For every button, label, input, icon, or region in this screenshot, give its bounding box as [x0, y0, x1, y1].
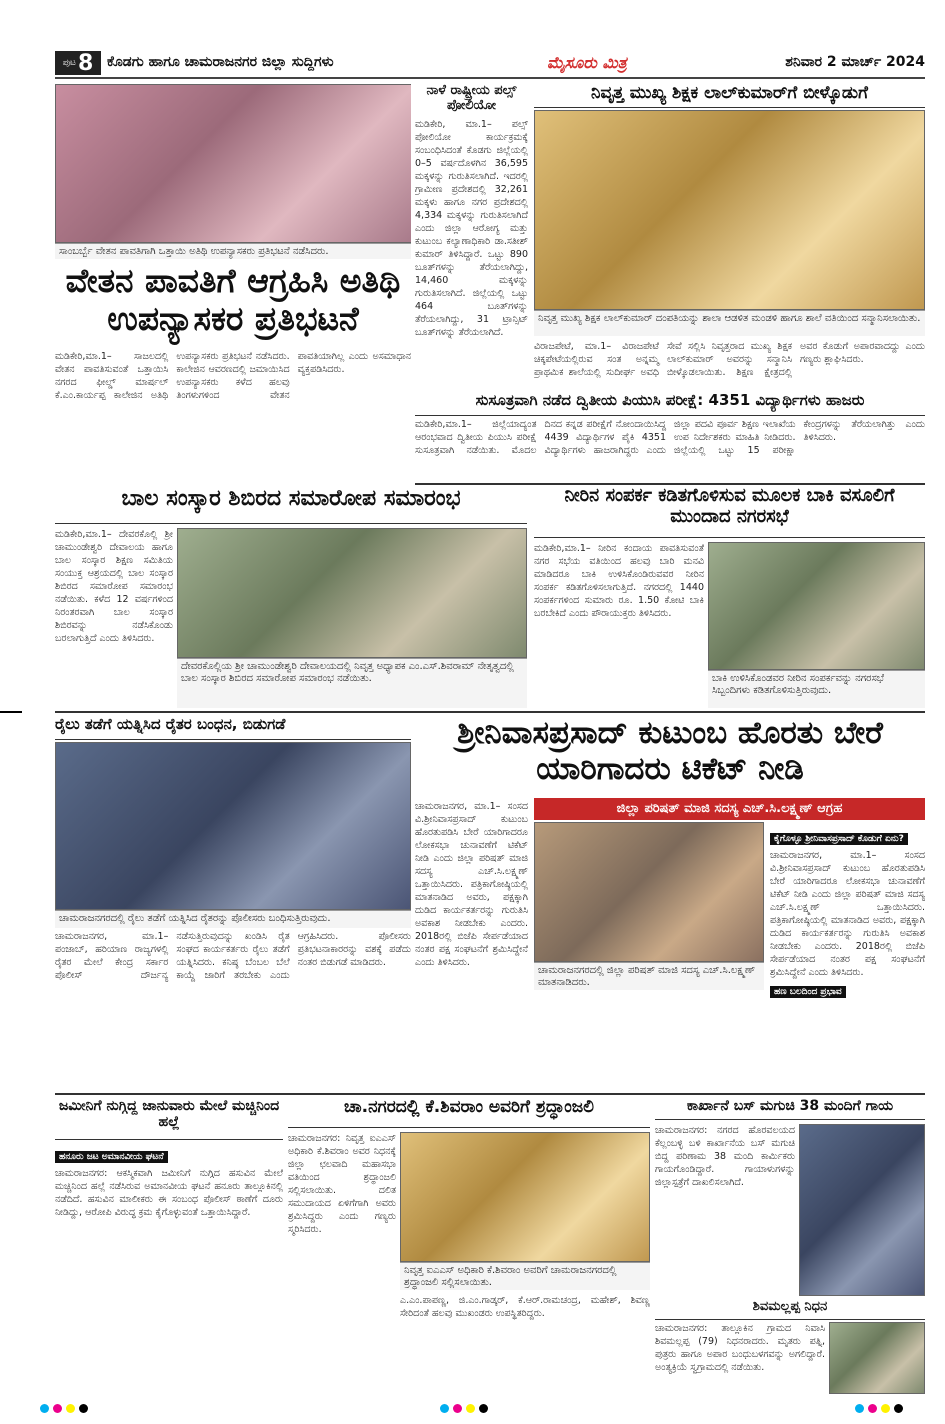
animal-article [55, 1144, 283, 1394]
bus-headline: ಕಾರ್ಖಾನೆ ಬಸ್ ಮಗುಚಿ 38 ಮಂದಿಗೆ ಗಾಯ [655, 1098, 925, 1120]
farmers-photo [55, 742, 411, 910]
teachers-protest-caption: ಸಾಂಬರ್ಬ್ಬೆ ವೇತನ ಪಾವತಿಗಾಗಿ ಒತ್ತಾಯಿ ಅತಿಥಿ ಉಪನ್ಯಾಸಕರು ಪ್ರತಿಭಟನೆ ನಡೆಸಿದರು. [55, 243, 411, 259]
puc-exam-body: ಮಡಿಕೇರಿ,ಮಾ.1– ಜಿಲ್ಲೆಯಾದ್ಯಂತ ಆರಂಭವಾದ ದ್ವಿತೀಯ ಪಿಯುಸಿ ಪರೀಕ್ಷೆ ಸುಸೂತ್ರವಾಗಿ ನಡೆಯಿತು. ಮೊದಲ ದಿನದ ಕನ್ನಡ ಪರೀಕ್ಷೆಗೆ ನೋಂದಾಯಿಸಿದ್ದ 4439 ವಿದ್ಯಾರ್ಥಿಗಳ ಪೈಕಿ 4351 ವಿದ್ಯಾರ್ಥಿಗಳು ಹಾಜರಾಗಿದ್ದರು ಎಂದು ಜಿಲ್ಲಾ ಪದವಿ ಪೂರ್ವ ಶಿಕ್ಷಣ ಇಲಾಖೆಯ ಉಪ ನಿರ್ದೇಶಕರು ಮಾಹಿತಿ ನೀಡಿದರು. ಜಿಲ್ಲೆಯಲ್ಲಿ ಒಟ್ಟು 15 ಪರೀಕ್ಷಾ ಕೇಂದ್ರಗಳನ್ನು ತೆರೆಯಲಾಗಿತ್ತು ಎಂದು ತಿಳಿಸಿದರು. [415, 419, 925, 456]
magenta-dot [53, 1404, 62, 1413]
ticket-photo [534, 822, 764, 962]
animal-body: ಚಾಮರಾಜನಗರ: ಆಕಸ್ಮಿಕವಾಗಿ ಜಮೀನಿಗೆ ನುಗ್ಗಿದ ಹಸುವಿನ ಮೇಲೆ ಮಚ್ಚಿನಿಂದ ಹಲ್ಲೆ ನಡೆಸಿರುವ ಅಮಾನವೀಯ ಘಟನೆ ಹನೂರು ತಾಲ್ಲೂಕಿನಲ್ಲಿ ನಡೆದಿದೆ. ಹಸುವಿನ ಮಾಲೀಕರು ಈ ಸಂಬಂಧ ಪೊಲೀಸ್ ಠಾಣೆಗೆ ದೂರು ನೀಡಿದ್ದು, ಆರೋಪಿ ವಿರುದ್ಧ ಕ್ರಮ ಕೈಗೊಳ್ಳುವಂತೆ ಒತ್ತಾಯಿಸಿದ್ದಾರೆ. [55, 1168, 283, 1218]
polio-headline: ನಾಳೆ ರಾಷ್ಟ್ರೀಯ ಪಲ್ಸ್ ಪೋಲಿಯೋ [426, 84, 517, 113]
issue-date: ಶನಿವಾರ 2 ಮಾರ್ಚ್ 2024 [785, 54, 925, 70]
cyan-dot [40, 1404, 49, 1413]
page-label: ಪುಟ [62, 58, 76, 68]
animal-headline: ಜಮೀನಿಗೆ ನುಗ್ಗಿದ್ದ ಜಾನುವಾರು ಮೇಲೆ ಮಚ್ಚಿನಿಂದ ಹಲ್ಲೆ [55, 1098, 283, 1140]
masthead: ಮೈಸೂರು ಮಿತ್ರ [547, 53, 627, 72]
ticket-side-body: ಚಾಮರಾಜನಗರ, ಮಾ.1– ಸಂಸದ ವಿ.ಶ್ರೀನಿವಾಸಪ್ರಸಾದ್ ಕುಟುಂಬ ಹೊರತುಪಡಿಸಿ ಬೇರೆ ಯಾರಿಗಾದರೂ ಲೋಕಸಭಾ ಚುನಾವಣೆಗೆ ಟಿಕೆಟ್ ನೀಡಿ ಎಂದು ಜಿಲ್ಲಾ ಪರಿಷತ್ ಮಾಜಿ ಸದಸ್ಯ ಎಚ್.ಸಿ.ಲಕ್ಷ್ಮಣ್ ಒತ್ತಾಯಿಸಿದರು. ಪತ್ರಿಕಾಗೋಷ್ಠಿಯಲ್ಲಿ ಮಾತನಾಡಿದ ಅವರು, ಪಕ್ಷಕ್ಕಾಗಿ ದುಡಿದ ಕಾರ್ಯಕರ್ತರನ್ನು ಗುರುತಿಸಿ ಅವಕಾಶ ನೀಡಬೇಕು ಎಂದರು. 2018ರಲ್ಲಿ ಬಿಜೆಪಿ ಸೇರ್ಪಡೆಯಾದ ನಂತರ ಪಕ್ಷ ಸಂಘಟನೆಗೆ ಶ್ರಮಿಸಿದ್ದೇನೆ ಎಂದು ತಿಳಿಸಿದರು. [770, 850, 925, 978]
cyan-dot [440, 1404, 449, 1413]
yellow-dot [881, 1404, 890, 1413]
bus-body: ಚಾಮರಾಜನಗರ: ನಗರದ ಹೊರವಲಯದ ಕೆಲ್ಲಂಬಳ್ಳಿ ಬಳಿ ಕಾರ್ಖಾನೆಯ ಬಸ್ ಮಗುಚಿ ಬಿದ್ದ ಪರಿಣಾಮ 38 ಮಂದಿ ಕಾರ್ಮಿಕರು ಗಾಯಗೊಂಡಿದ್ದಾರೆ. ಗಾಯಾಳುಗಳನ್ನು ಜಿಲ್ಲಾಸ್ಪತ್ರೆಗೆ ದಾಖಲಿಸಲಾಗಿದೆ. [655, 1125, 795, 1188]
page-header [55, 49, 925, 79]
fold-mark [0, 711, 22, 713]
camp-body: ಮಡಿಕೇರಿ,ಮಾ.1– ದೇವರಕೊಲ್ಲಿ ಶ್ರೀ ಚಾಮುಂಡೇಶ್ವರಿ ದೇವಾಲಯ ಹಾಗೂ ಬಾಲ ಸಂಸ್ಕಾರ ಶಿಕ್ಷಣ ಸಮಿತಿಯ ಸಂಯುಕ್ತ ಆಶ್ರಯದಲ್ಲಿ ಬಾಲ ಸಂಸ್ಕಾರ ಶಿಬಿರದ ಸಮಾರೋಪ ಸಮಾರಂಭ ನಡೆಯಿತು. ಕಳೆದ 12 ವರ್ಷಗಳಿಂದ ನಿರಂತರವಾಗಿ ಬಾಲ ಸಂಸ್ಕಾರ ಶಿಬಿರವನ್ನು ನಡೆಸಿಕೊಂಡು ಬರಲಾಗುತ್ತಿದೆ ಎಂದು ತಿಳಿಸಿದರು. [55, 529, 173, 644]
teachers-protest-body: ಮಡಿಕೇರಿ,ಮಾ.1– ಸಾಜಲದಲ್ಲಿ ವೇತನ ಪಾವತಿಸುವಂತೆ ಒತ್ತಾಯಿಸಿ ನಗರದ ಫೀಲ್ಡ್ ಮಾರ್ಷಲ್ ಕೆ.ಎಂ.ಕಾರ್ಯಪ್ಪ ಕಾಲೇಜಿನ ಅತಿಥಿ ಉಪನ್ಯಾಸಕರು ಪ್ರತಿಭಟನೆ ನಡೆಸಿದರು. ಕಾಲೇಜಿನ ಆವರಣದಲ್ಲಿ ಜಮಾಯಿಸಿದ ಉಪನ್ಯಾಸಕರು ಕಳೆದ ಹಲವು ತಿಂಗಳುಗಳಿಂದ ವೇತನ ಪಾವತಿಯಾಗಿಲ್ಲ ಎಂದು ಅಸಮಾಧಾನ ವ್ಯಕ್ತಪಡಿಸಿದರು. [55, 351, 411, 401]
tribute-caption: ನಿವೃತ್ತ ಐಎಎಸ್ ಅಧಿಕಾರಿ ಕೆ.ಶಿವರಾಂ ಅವರಿಗೆ ಚಾಮರಾಜನಗರದಲ್ಲಿ ಶ್ರದ್ಧಾಂಜಲಿ ಸಲ್ಲಿಸಲಾಯಿತು. [400, 1262, 650, 1290]
registration-marks-right [855, 1404, 903, 1413]
ticket-body: ಚಾಮರಾಜನಗರ, ಮಾ.1– ಸಂಸದ ವಿ.ಶ್ರೀನಿವಾಸಪ್ರಸಾದ್ ಕುಟುಂಬ ಹೊರತುಪಡಿಸಿ ಬೇರೆ ಯಾರಿಗಾದರೂ ಲೋಕಸಭಾ ಚುನಾವಣೆಗೆ ಟಿಕೆಟ್ ನೀಡಿ ಎಂದು ಜಿಲ್ಲಾ ಪರಿಷತ್ ಮಾಜಿ ಸದಸ್ಯ ಎಚ್.ಸಿ.ಲಕ್ಷ್ಮಣ್ ಒತ್ತಾಯಿಸಿದರು. ಪತ್ರಿಕಾಗೋಷ್ಠಿಯಲ್ಲಿ ಮಾತನಾಡಿದ ಅವರು, ಪಕ್ಷಕ್ಕಾಗಿ ದುಡಿದ ಕಾರ್ಯಕರ್ತರನ್ನು ಗುರುತಿಸಿ ಅವಕಾಶ ನೀಡಬೇಕು ಎಂದರು. 2018ರಲ್ಲಿ ಬಿಜೆಪಿ ಸೇರ್ಪಡೆಯಾದ ನಂತರ ಪಕ್ಷ ಸಂಘಟನೆಗೆ ಶ್ರಮಿಸಿದ್ದೇನೆ ಎಂದು ತಿಳಿಸಿದರು. [415, 801, 528, 968]
bus-photo [799, 1124, 925, 1296]
ticket-side-column [770, 826, 925, 1090]
retired-teacher-headline: ನಿವೃತ್ತ ಮುಖ್ಯ ಶಿಕ್ಷಕ ಲಾಲ್‌ಕುಮಾರ್‌ಗೆ ಬೀಳ್ಕೊಡುಗೆ [534, 84, 925, 108]
retired-teacher-caption: ನಿವೃತ್ತ ಮುಖ್ಯ ಶಿಕ್ಷಕ ಲಾಲ್‌ಕುಮಾರ್ ದಂಪತಿಯನ್ನು ಶಾಲಾ ಆಡಳಿತ ಮಂಡಳಿ ಹಾಗೂ ಶಾಲೆ ವತಿಯಿಂದ ಸನ್ಮಾನಿಸಲಾಯಿತು. [534, 310, 925, 336]
teachers-protest-headline: ವೇತನ ಪಾವತಿಗೆ ಆಗ್ರಹಿಸಿ ಅತಿಥಿ ಉಪನ್ಯಾಸಕರ ಪ್ರತಿಭಟನೆ [65, 262, 401, 338]
black-dot [894, 1404, 903, 1413]
puc-exam-headline: ಸುಸೂತ್ರವಾಗಿ ನಡೆದ ದ್ವಿತೀಯ ಪಿಯುಸಿ ಪರೀಕ್ಷೆ: 4351 ವಿದ್ಯಾರ್ಥಿಗಳು ಹಾಜರು [415, 392, 925, 416]
obituary-photo [829, 1322, 925, 1394]
tribute-photo [400, 1132, 650, 1262]
black-dot [479, 1404, 488, 1413]
divider [55, 711, 925, 713]
teachers-protest-photo-block [55, 84, 411, 259]
retired-teacher-body: ವಿರಾಜಪೇಟೆ, ಮಾ.1– ವಿರಾಜಪೇಟೆ ಚಿಕ್ಕಪೇಟೆಯಲ್ಲಿರುವ ಸಂತ ಅನ್ನಮ್ಮ ಪ್ರಾಥಮಿಕ ಶಾಲೆಯಲ್ಲಿ ಸುದೀರ್ಘ ಅವಧಿ ಸೇವೆ ಸಲ್ಲಿಸಿ ನಿವೃತ್ತರಾದ ಮುಖ್ಯ ಶಿಕ್ಷಕ ಲಾಲ್‌ಕುಮಾರ್ ಅವರನ್ನು ಸನ್ಮಾನಿಸಿ ಬೀಳ್ಕೊಡಲಾಯಿತು. ಶಿಕ್ಷಣ ಕ್ಷೇತ್ರದಲ್ಲಿ ಅವರ ಕೊಡುಗೆ ಅಪಾರವಾದದ್ದು ಎಂದು ಗಣ್ಯರು ಶ್ಲಾಘಿಸಿದರು. [534, 341, 925, 378]
water-body: ಮಡಿಕೇರಿ,ಮಾ.1– ನೀರಿನ ಕಂದಾಯ ಪಾವತಿಸುವಂತೆ ನಗರ ಸಭೆಯ ವತಿಯಿಂದ ಹಲವು ಬಾರಿ ಮನವಿ ಮಾಡಿದರೂ ಬಾಕಿ ಉಳಿಸಿಕೊಂಡಿರುವವರ ನೀರಿನ ಸಂಪರ್ಕ ಕಡಿತಗೊಳಿಸಲಾಗುತ್ತಿದೆ. ನಗರದಲ್ಲಿ 1440 ಸಂಪರ್ಕಗಳಿಂದ ಸುಮಾರು ರೂ. 1.50 ಕೋಟಿ ಬಾಕಿ ಬರಬೇಕಿದೆ ಎಂದು ಪೌರಾಯುಕ್ತರು ತಿಳಿಸಿದರು. [534, 543, 704, 619]
ticket-subhead-2: ಹಣ ಬಲದಿಂದ ಪ್ರಭಾವ [770, 986, 846, 998]
camp-photo [177, 528, 527, 658]
tribute-body-continued: ಎ.ಎಂ.ಪಾಪಣ್ಣ, ಜಿ.ಎಂ.ಗಾಡ್ಕರ್, ಕೆ.ಆರ್.ರಾಮಚಂದ್ರ, ಮಹೇಶ್, ಶಿವಣ್ಣ ಸೇರಿದಂತೆ ಹಲವು ಮುಖಂಡರು ಉಪಸ್ಥಿತರಿದ್ದರು. [400, 1295, 650, 1319]
yellow-dot [66, 1404, 75, 1413]
retired-teacher-photo [534, 110, 925, 310]
animal-tag: ಹನೂರು ಜಟ ಅಮಾನವೀಯ ಘಟನೆ [55, 1151, 168, 1163]
obituary-headline: ಶಿವಮಲ್ಲಪ್ಪ ನಿಧನ [655, 1300, 925, 1320]
section-title: ಕೊಡಗು ಹಾಗೂ ಚಾಮರಾಜನಗರ ಜಿಲ್ಲಾ ಸುದ್ದಿಗಳು [107, 54, 334, 70]
farmers-caption: ಚಾಮರಾಜನಗರದಲ್ಲಿ ರೈಲು ತಡೆಗೆ ಯತ್ನಿಸಿದ ರೈತರನ್ನು ಪೊಲೀಸರು ಬಂಧಿಸುತ್ತಿರುವುದು. [55, 910, 411, 928]
farmers-headline: ರೈಲು ತಡೆಗೆ ಯತ್ನಿಸಿದ ರೈತರ ಬಂಧನ, ಬಿಡುಗಡೆ [55, 716, 411, 740]
ticket-caption: ಚಾಮರಾಜನಗರದಲ್ಲಿ ಜಿಲ್ಲಾ ಪರಿಷತ್ ಮಾಜಿ ಸದಸ್ಯ ಎಚ್.ಸಿ.ಲಕ್ಷ್ಮಣ್ ಮಾತನಾಡಿದರು. [534, 962, 764, 990]
ticket-banner: ಜಿಲ್ಲಾ ಪರಿಷತ್ ಮಾಜಿ ಸದಸ್ಯ ಎಚ್.ಸಿ.ಲಕ್ಷ್ಮಣ್ ಆಗ್ರಹ [534, 798, 925, 820]
magenta-dot [453, 1404, 462, 1413]
water-caption: ಬಾಕಿ ಉಳಿಸಿಕೊಂಡವರ ನೀರಿನ ಸಂಪರ್ಕವನ್ನು ನಗರಸಭೆ ಸಿಬ್ಬಂದಿಗಳು ಕಡಿತಗೊಳಿಸುತ್ತಿರುವುದು. [708, 670, 925, 708]
tribute-headline: ಚಾ.ನಗರದಲ್ಲಿ ಕೆ.ಶಿವರಾಂ ಅವರಿಗೆ ಶ್ರದ್ಧಾಂಜಲಿ [288, 1098, 650, 1128]
polio-body: ಮಡಿಕೇರಿ, ಮಾ.1– ಪಲ್ಸ್ ಪೋಲಿಯೋ ಕಾರ್ಯಕ್ರಮಕ್ಕೆ ಸಂಬಂಧಿಸಿದಂತೆ ಕೊಡಗು ಜಿಲ್ಲೆಯಲ್ಲಿ 0–5 ವರ್ಷದೊಳಗಿನ 36,595 ಮಕ್ಕಳನ್ನು ಗುರುತಿಸಲಾಗಿದೆ. ಇದರಲ್ಲಿ ಗ್ರಾಮೀಣ ಪ್ರದೇಶದಲ್ಲಿ 32,261 ಮಕ್ಕಳು ಹಾಗೂ ನಗರ ಪ್ರದೇಶದಲ್ಲಿ 4,334 ಮಕ್ಕಳನ್ನು ಗುರುತಿಸಲಾಗಿದೆ ಎಂದು ಜಿಲ್ಲಾ ಆರೋಗ್ಯ ಮತ್ತು ಕುಟುಂಬ ಕಲ್ಯಾಣಾಧಿಕಾರಿ ಡಾ.ಸತೀಶ್ ಕುಮಾರ್ ತಿಳಿಸಿದ್ದಾರೆ. ಒಟ್ಟು 890 ಬೂತ್‌ಗಳನ್ನು ತೆರೆಯಲಾಗಿದ್ದು, 14,460 ಮಕ್ಕಳನ್ನು ಗುರುತಿಸಲಾಗಿದೆ. ಜಿಲ್ಲೆಯಲ್ಲಿ ಒಟ್ಟು 464 ಬೂತ್‌ಗಳನ್ನು ತೆರೆಯಲಾಗಿದ್ದು, 31 ಟ್ರಾನ್ಸಿಟ್ ಬೂತ್‌ಗಳನ್ನು ತೆರೆಯಲಾಗಿದೆ. [415, 118, 528, 338]
water-headline: ನೀರಿನ ಸಂಪರ್ಕ ಕಡಿತಗೊಳಿಸುವ ಮೂಲಕ ಬಾಕಿ ವಸೂಲಿಗೆ ಮುಂದಾದ ನಗರಸಭೆ [534, 486, 925, 538]
farmers-body: ಚಾಮರಾಜನಗರ, ಮಾ.1– ಪಂಜಾಬ್, ಹರಿಯಾಣ ರಾಜ್ಯಗಳಲ್ಲಿ ರೈತರ ಮೇಲೆ ಕೇಂದ್ರ ಸರ್ಕಾರ ಪೊಲೀಸ್ ದೌರ್ಜನ್ಯ ನಡೆಸುತ್ತಿರುವುದನ್ನು ಖಂಡಿಸಿ ರೈತ ಸಂಘದ ಕಾರ್ಯಕರ್ತರು ರೈಲು ತಡೆಗೆ ಯತ್ನಿಸಿದರು. ಕನಿಷ್ಠ ಬೆಂಬಲ ಬೆಲೆ ಕಾಯ್ದೆ ಜಾರಿಗೆ ತರಬೇಕು ಎಂದು ಆಗ್ರಹಿಸಿದರು. ಪೊಲೀಸರು ಪ್ರತಿಭಟನಾಕಾರರನ್ನು ವಶಕ್ಕೆ ಪಡೆದು ನಂತರ ಬಿಡುಗಡೆ ಮಾಡಿದರು. [55, 931, 411, 981]
registration-marks-center [440, 1404, 488, 1413]
obituary-body: ಚಾಮರಾಜನಗರ: ತಾಲ್ಲೂಕಿನ ಗ್ರಾಮದ ನಿವಾಸಿ ಶಿವಮಲ್ಲಪ್ಪ (79) ನಿಧನರಾದರು. ಮೃತರು ಪತ್ನಿ, ಪುತ್ರರು ಹಾಗೂ ಅಪಾರ ಬಂಧುಬಳಗವನ್ನು ಅಗಲಿದ್ದಾರೆ. ಅಂತ್ಯಕ್ರಿಯೆ ಸ್ವಗ್ರಾಮದಲ್ಲಿ ನಡೆಯಿತು. [655, 1323, 825, 1373]
cyan-dot [855, 1404, 864, 1413]
magenta-dot [868, 1404, 877, 1413]
black-dot [79, 1404, 88, 1413]
page-number-box [55, 51, 101, 75]
tribute-body: ಚಾಮರಾಜನಗರ: ನಿವೃತ್ತ ಐಎಎಸ್ ಅಧಿಕಾರಿ ಕೆ.ಶಿವರಾಂ ಅವರ ನಿಧನಕ್ಕೆ ಜಿಲ್ಲಾ ಛಲವಾದಿ ಮಹಾಸಭಾ ವತಿಯಿಂದ ಶ್ರದ್ಧಾಂಜಲಿ ಸಲ್ಲಿಸಲಾಯಿತು. ದಲಿತ ಸಮುದಾಯದ ಏಳಿಗೆಗಾಗಿ ಅವರು ಶ್ರಮಿಸಿದ್ದರು ಎಂದು ಗಣ್ಯರು ಸ್ಮರಿಸಿದರು. [288, 1133, 396, 1235]
registration-marks-left [40, 1404, 88, 1413]
page-number: 8 [77, 50, 94, 76]
yellow-dot [466, 1404, 475, 1413]
ticket-subhead-1: ಕೈಗೊಳ್ಳೂ ಶ್ರೀನಿವಾಸಪ್ರಸಾದ್ ಕೊಡುಗೆ ಏನು? [770, 833, 908, 845]
divider [55, 1093, 925, 1095]
camp-caption: ದೇವರಕೊಲ್ಲಿಯ ಶ್ರೀ ಚಾಮುಂಡೇಶ್ವರಿ ದೇವಾಲಯದಲ್ಲಿ ನಿವೃತ್ತ ಅಧ್ಯಾಪಕ ಎಂ.ಎಸ್.ಶಿವರಾಮ್ ನೇತೃತ್ವದಲ್ಲಿ ಬಾಲ ಸಂಸ್ಕಾರ ಶಿಬಿರದ ಸಮಾರೋಪ ಸಮಾರಂಭ ನಡೆಯಿತು. [177, 658, 527, 708]
water-photo [708, 542, 925, 670]
ticket-headline: ಶ್ರೀನಿವಾಸಪ್ರಸಾದ್ ಕುಟುಂಬ ಹೊರತು ಬೇರೆ ಯಾರಿಗಾದರು ಟಿಕೆಟ್ ನೀಡಿ [457, 716, 883, 787]
teachers-protest-photo [55, 84, 411, 243]
camp-headline: ಬಾಲ ಸಂಸ್ಕಾರ ಶಿಬಿರದ ಸಮಾರೋಪ ಸಮಾರಂಭ [55, 486, 527, 524]
divider [415, 483, 925, 485]
